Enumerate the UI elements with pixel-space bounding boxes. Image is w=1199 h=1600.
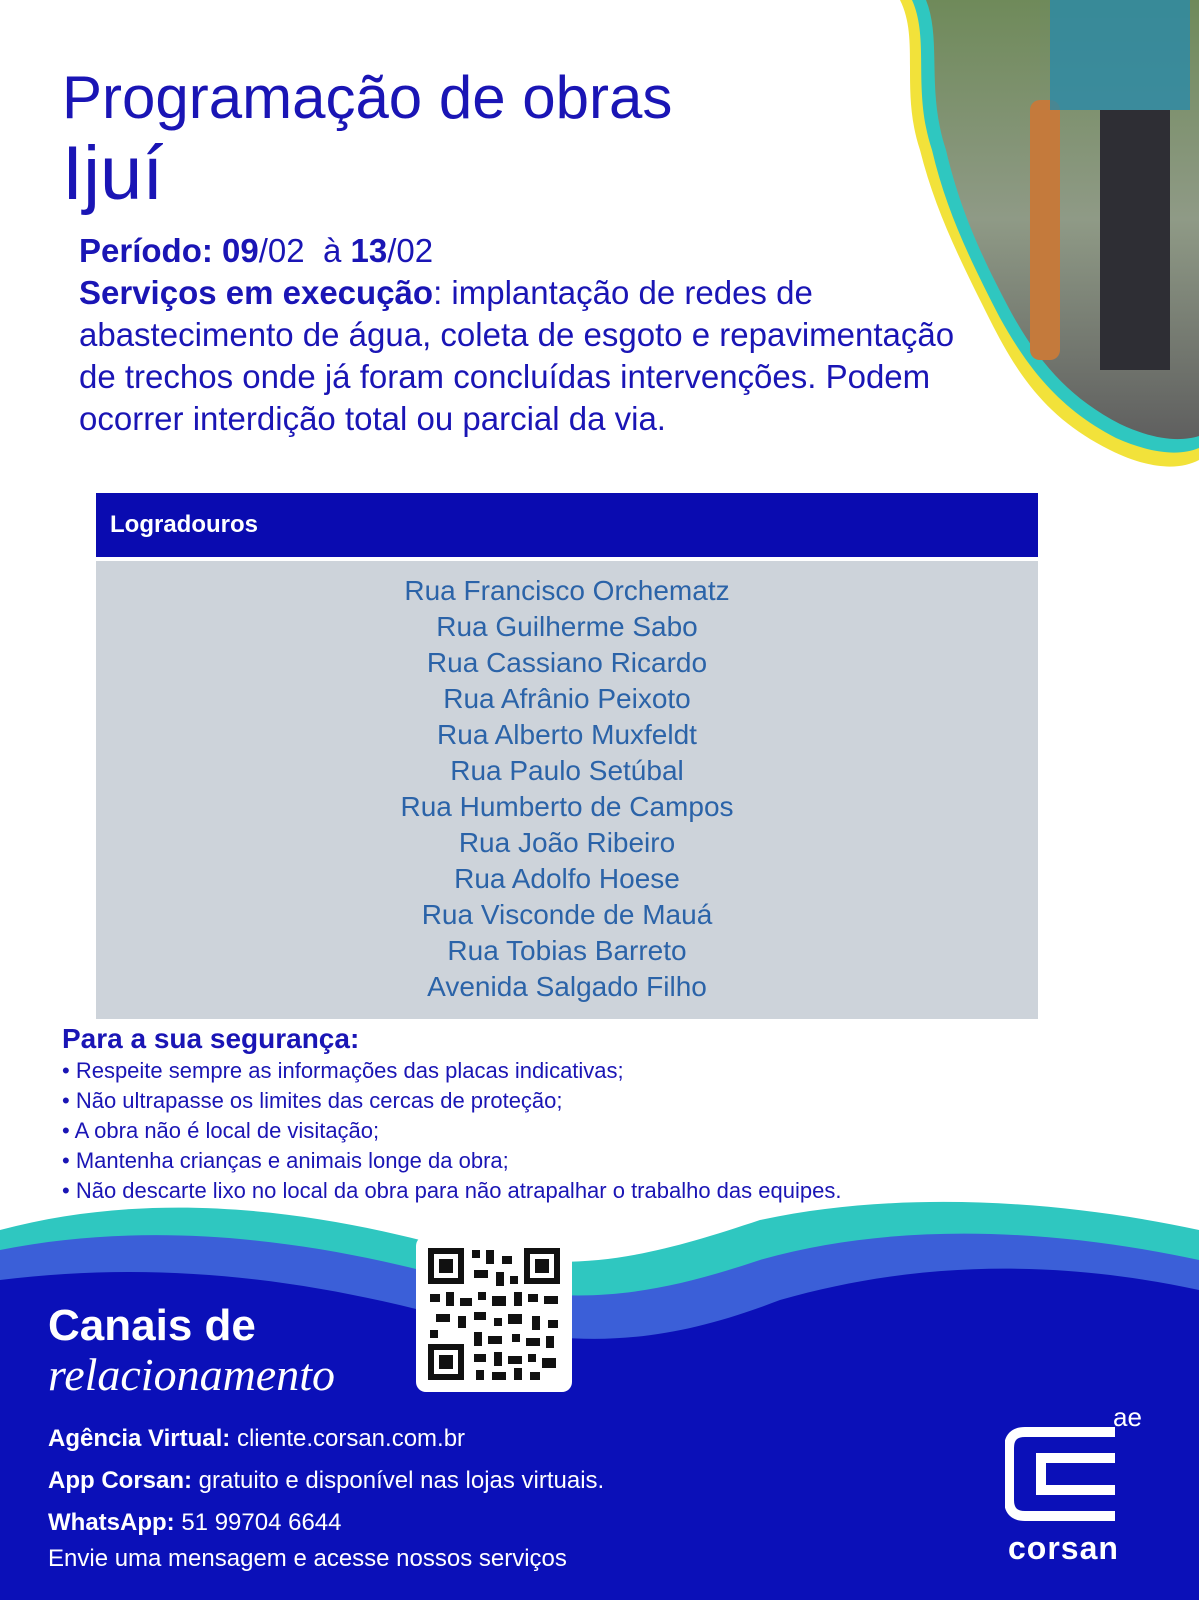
- agencia-link[interactable]: cliente.corsan.com.br: [236, 1425, 466, 1452]
- title-line1: Programação de obras: [62, 64, 673, 131]
- safety-title: Para a sua segurança:: [62, 1023, 360, 1054]
- services-text: : implantação de redes de abastecimento de água, coleta de esgoto e repavimentação de trechos onde já foram concluídas intervenções. Podem ocorrer interdição total ou parcial da via.: [79, 274, 955, 437]
- period-start-rest: /02: [258, 232, 305, 269]
- safety-item: • Não descarte lixo no local da obra para não atrapalhar o trabalho das equipes.: [62, 1176, 841, 1206]
- intro-text: [79, 230, 979, 440]
- period-end-rest: /02: [387, 232, 434, 269]
- street-item: Rua Paulo Setúbal: [450, 755, 684, 786]
- street-item: Rua Afrânio Peixoto: [443, 683, 691, 714]
- agencia-line: [48, 1418, 604, 1460]
- street-item: Rua Cassiano Ricardo: [426, 647, 708, 678]
- safety-item: • Não ultrapasse os limites das cercas de proteção;: [62, 1086, 841, 1116]
- table-header: Logradouros: [96, 493, 1038, 557]
- app-label: App Corsan:: [48, 1467, 192, 1494]
- page-title: [62, 62, 672, 214]
- title-city: Ijuí: [62, 131, 164, 216]
- logo-text: corsan: [1008, 1530, 1119, 1566]
- whatsapp-line: [48, 1502, 604, 1544]
- safety-item: • Mantenha crianças e animais longe da obra;: [62, 1146, 841, 1176]
- street-item: Rua Alberto Muxfeldt: [437, 719, 697, 750]
- whatsapp-label: WhatsApp:: [48, 1509, 175, 1536]
- contacts: [48, 1418, 604, 1574]
- period-start-day: 09: [222, 232, 259, 269]
- logo-mark: ae: [1113, 1408, 1142, 1432]
- table-body: [96, 561, 1038, 1019]
- app-text: gratuito e disponível nas lojas virtuais.: [198, 1467, 605, 1494]
- street-item: Rua Francisco Orchematz: [404, 575, 730, 606]
- period-line: [79, 230, 979, 272]
- street-item: Rua João Ribeiro: [458, 827, 676, 858]
- street-item: Avenida Salgado Filho: [427, 971, 707, 1002]
- safety-section: [62, 1022, 841, 1206]
- street-item: Rua Guilherme Sabo: [436, 611, 698, 642]
- safety-item: • A obra não é local de visitação;: [62, 1116, 841, 1146]
- streets-table: [96, 493, 1038, 1019]
- contact-message: Envie uma mensagem e acesse nossos serviços: [48, 1545, 567, 1572]
- period-end-day: 13: [350, 232, 388, 269]
- services-label: Serviços em execução: [79, 274, 434, 311]
- period-sep: à: [322, 232, 342, 269]
- qr-code-icon[interactable]: [416, 1236, 572, 1392]
- canais-heading: [48, 1302, 335, 1400]
- period-label: Período:: [79, 232, 213, 269]
- canais-line1: Canais de: [48, 1301, 256, 1350]
- app-line: [48, 1460, 604, 1502]
- canais-line2: relacionamento: [48, 1349, 336, 1400]
- whatsapp-number[interactable]: 51 99704 6644: [181, 1509, 342, 1536]
- services-paragraph: [79, 272, 979, 440]
- safety-item: • Respeite sempre as informações das placas indicativas;: [62, 1056, 841, 1086]
- agencia-label: Agência Virtual:: [48, 1425, 231, 1452]
- street-item: Rua Humberto de Campos: [400, 791, 734, 822]
- street-item: Rua Adolfo Hoese: [454, 863, 680, 894]
- street-item: Rua Visconde de Mauá: [421, 899, 713, 930]
- safety-list: [62, 1056, 841, 1206]
- street-item: Rua Tobias Barreto: [447, 935, 687, 966]
